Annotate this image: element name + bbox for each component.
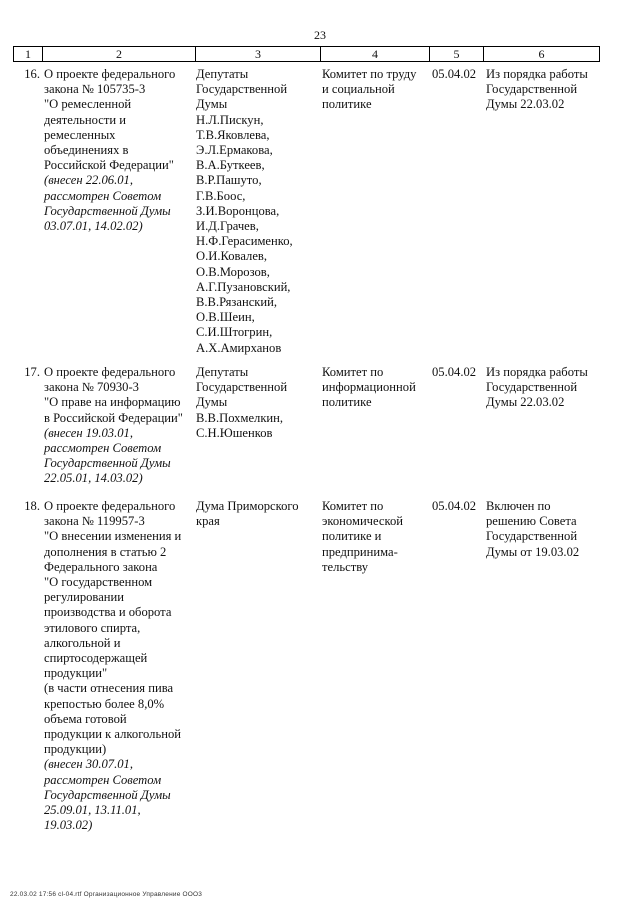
text-line: тельству (322, 559, 369, 574)
text-line: 19.03.02) (44, 818, 93, 833)
page-number: 23 (314, 28, 326, 42)
text-line: объединениях в (44, 143, 129, 158)
text-line: продукции" (44, 666, 108, 681)
text-line: Из порядка работы (486, 365, 588, 379)
entry-number: 17. (24, 365, 40, 379)
status-note (486, 67, 602, 113)
text-line: Н.Ф.Герасименко, (196, 234, 293, 249)
text-line: Из порядка работы (486, 67, 588, 81)
text-line: Комитет по (322, 365, 384, 379)
column-number-4: 4 (321, 47, 430, 62)
responsible-committee (322, 365, 428, 411)
text-line: крепостью более 8,0% (44, 696, 165, 711)
text-line: 03.07.01, 14.02.02) (44, 219, 143, 234)
text-line: производства и оборота (44, 605, 172, 620)
footer-note: 22.03.02 17:56 cl-04.rtf Организационное Управление ООО3 (10, 891, 203, 898)
text-line: предпринима- (322, 544, 398, 559)
responsible-committee (322, 67, 428, 113)
text-line: края (196, 514, 220, 529)
text-line: (внесен 30.07.01, (44, 757, 133, 772)
text-line: Государственной Думы (44, 203, 171, 218)
text-line: рассмотрен Советом (44, 188, 162, 203)
text-line: О проекте федерального (44, 365, 176, 379)
text-line: решению Совета (486, 514, 577, 529)
text-line: О проекте федерального (44, 67, 176, 81)
text-line: А.Х.Амирханов (196, 340, 282, 355)
text-line: Государственной (196, 380, 288, 395)
text-line: В.А.Буткеев, (196, 158, 265, 173)
text-line: Государственной (486, 529, 578, 544)
text-line: З.И.Воронцова, (196, 203, 280, 218)
column-number-6: 6 (484, 47, 600, 62)
text-line: Федерального закона (44, 559, 158, 574)
text-line: Н.Л.Пискун, (196, 112, 264, 127)
responsible-committee (322, 499, 428, 575)
text-line: Думы 22.03.02 (486, 97, 565, 112)
column-number-2: 2 (43, 47, 196, 62)
text-line: О.В.Морозов, (196, 264, 270, 279)
text-line: "О государственном (44, 575, 153, 590)
text-line: регулировании (44, 590, 125, 605)
text-line: политике и (322, 529, 382, 544)
text-line: политике (322, 395, 372, 410)
text-line: "О внесении изменения и (44, 529, 182, 544)
text-line: Государственной Думы (44, 787, 171, 802)
text-line: 25.09.01, 13.11.01, (44, 803, 141, 818)
text-line: Думы от 19.03.02 (486, 544, 580, 559)
text-line: Думы (196, 97, 228, 112)
text-line: (внесен 22.06.01, (44, 173, 133, 188)
text-line: Государственной (486, 82, 578, 97)
text-line: Государственной Думы (44, 456, 171, 471)
text-line: "О праве на информацию (44, 395, 181, 410)
text-line: Т.В.Яковлева, (196, 127, 270, 142)
text-line: экономической (322, 514, 404, 529)
text-line: Думы 22.03.02 (486, 395, 565, 410)
text-line: И.Д.Грачев, (196, 219, 259, 234)
text-line: рассмотрен Советом (44, 441, 162, 456)
text-line: В.В.Похмелкин, (196, 410, 284, 425)
bill-authors (196, 365, 314, 441)
text-line: 22.05.01, 14.03.02) (44, 471, 143, 486)
text-line: Государственной (486, 380, 578, 395)
consideration-date: 05.04.02 (432, 365, 477, 379)
text-line: дополнения в статью 2 (44, 544, 167, 559)
bill-title (44, 365, 194, 487)
text-line: С.И.Штогрин, (196, 325, 273, 340)
entry-number: 16. (24, 67, 40, 81)
text-line: Государственной (196, 82, 288, 97)
bill-authors (196, 67, 314, 356)
text-line: информационной (322, 380, 416, 395)
text-line: закона № 119957-3 (44, 514, 145, 529)
text-line: В.Р.Пашуто, (196, 173, 262, 188)
text-line: и социальной (322, 82, 395, 97)
text-line: Дума Приморского (196, 499, 299, 513)
status-note (486, 365, 602, 411)
text-line: (внесен 19.03.01, (44, 425, 133, 440)
text-line: Депутаты (196, 365, 249, 379)
text-line: Э.Л.Ермакова, (196, 143, 273, 158)
text-line: объема готовой (44, 711, 127, 726)
text-line: Российской Федерации" (44, 158, 174, 173)
text-line: Депутаты (196, 67, 249, 81)
text-line: С.Н.Юшенков (196, 425, 273, 440)
text-line: закона № 70930-3 (44, 380, 139, 395)
text-line: Г.В.Боос, (196, 188, 246, 203)
text-line: продукции к алкогольной (44, 727, 181, 742)
text-line: О.В.Шеин, (196, 310, 255, 325)
text-line: А.Г.Пузановский, (196, 279, 291, 294)
status-note (486, 499, 602, 560)
column-number-3: 3 (196, 47, 321, 62)
text-line: О проекте федерального (44, 499, 176, 513)
text-line: закона № 105735-3 (44, 82, 146, 97)
consideration-date: 05.04.02 (432, 67, 477, 81)
text-line: В.В.Рязанский, (196, 295, 278, 310)
text-line: О.И.Ковалев, (196, 249, 268, 264)
text-line: "О ремесленной (44, 97, 132, 112)
text-line: Включен по (486, 499, 551, 513)
bill-title (44, 499, 194, 833)
entry-number: 18. (24, 499, 40, 513)
text-line: Комитет по труду (322, 67, 417, 81)
text-line: (в части отнесения пива (44, 681, 174, 696)
text-line: Комитет по (322, 499, 384, 513)
text-line: политике (322, 97, 372, 112)
bill-title (44, 67, 194, 234)
text-line: продукции) (44, 742, 107, 757)
column-header-row (13, 46, 600, 62)
text-line: алкогольной и (44, 635, 121, 650)
text-line: спиртосодержащей (44, 651, 148, 666)
column-number-5: 5 (430, 47, 484, 62)
consideration-date: 05.04.02 (432, 499, 477, 513)
text-line: ремесленных (44, 127, 116, 142)
text-line: рассмотрен Советом (44, 772, 162, 787)
text-line: этилового спирта, (44, 620, 141, 635)
text-line: Думы (196, 395, 228, 410)
text-line: в Российской Федерации" (44, 410, 183, 425)
text-line: деятельности и (44, 112, 126, 127)
column-number-1: 1 (14, 47, 43, 62)
bill-authors (196, 499, 314, 529)
